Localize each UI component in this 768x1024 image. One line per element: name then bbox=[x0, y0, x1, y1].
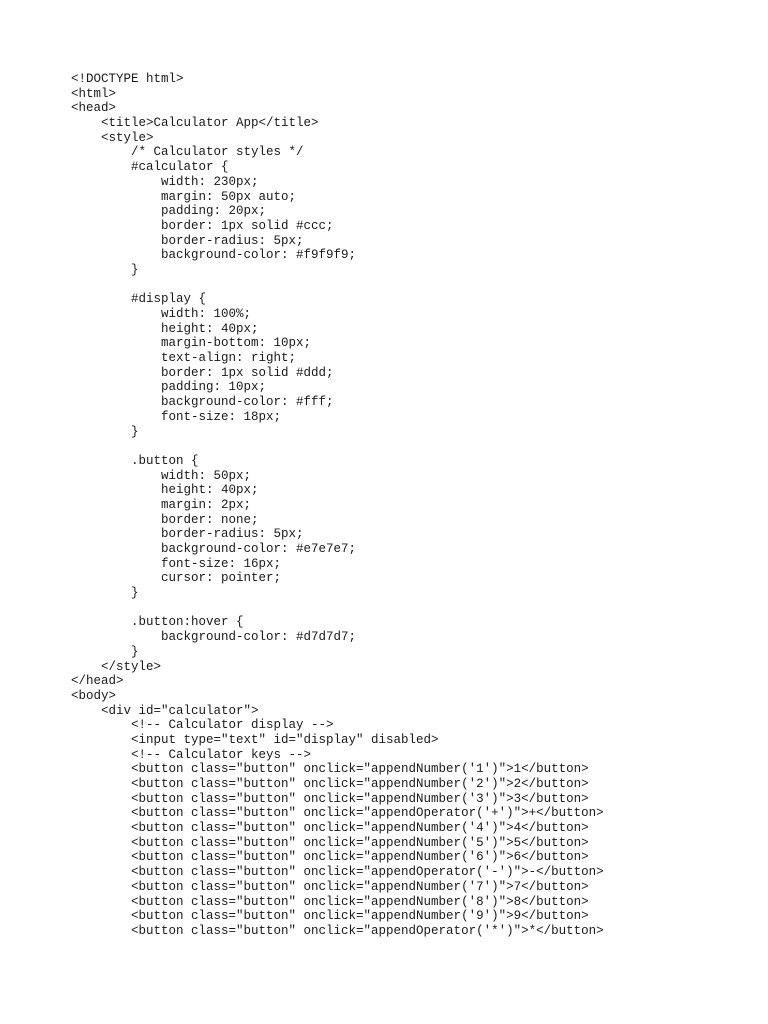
code-line: height: 40px; bbox=[71, 321, 259, 336]
code-line: width: 230px; bbox=[71, 174, 259, 189]
code-line: } bbox=[71, 644, 139, 659]
code-line: border-radius: 5px; bbox=[71, 527, 304, 542]
code-line: <button class="button" onclick="appendOperator('+')">+</button> bbox=[71, 806, 604, 821]
code-line bbox=[71, 278, 748, 293]
code-line: background-color: #fff; bbox=[71, 395, 334, 410]
code-line: <button class="button" onclick="appendNumber('9')">9</button> bbox=[71, 909, 589, 924]
code-line bbox=[71, 601, 748, 616]
code-line: <button class="button" onclick="appendOperator('*')">*</button> bbox=[71, 923, 604, 938]
code-line: /* Calculator styles */ bbox=[71, 145, 304, 160]
code-line: } bbox=[71, 262, 139, 277]
code-line: <button class="button" onclick="appendNumber('6')">6</button> bbox=[71, 850, 589, 865]
code-line: <!-- Calculator keys --> bbox=[71, 747, 312, 762]
code-line: <button class="button" onclick="appendOperator('-')">-</button> bbox=[71, 865, 604, 880]
code-line: border: none; bbox=[71, 512, 259, 527]
code-line: #calculator { bbox=[71, 160, 229, 175]
code-line: <button class="button" onclick="appendNumber('3')">3</button> bbox=[71, 791, 589, 806]
code-line: padding: 10px; bbox=[71, 380, 267, 395]
code-line: font-size: 16px; bbox=[71, 556, 282, 571]
code-line: <body> bbox=[71, 688, 117, 703]
code-line: height: 40px; bbox=[71, 483, 259, 498]
code-line: <button class="button" onclick="appendNumber('1')">1</button> bbox=[71, 762, 589, 777]
code-line: } bbox=[71, 424, 139, 439]
code-line: <div id="calculator"> bbox=[71, 703, 259, 718]
code-line: font-size: 18px; bbox=[71, 409, 282, 424]
code-line: <html> bbox=[71, 86, 117, 101]
code-line: margin: 50px auto; bbox=[71, 189, 297, 204]
code-line: cursor: pointer; bbox=[71, 571, 282, 586]
code-line: padding: 20px; bbox=[71, 204, 267, 219]
code-line: <style> bbox=[71, 130, 154, 145]
code-line bbox=[71, 439, 748, 454]
code-line: <input type="text" id="display" disabled> bbox=[71, 732, 439, 747]
code-line: <title>Calculator App</title> bbox=[71, 116, 319, 131]
code-line: <button class="button" onclick="appendNumber('8')">8</button> bbox=[71, 894, 589, 909]
code-line: <button class="button" onclick="appendNumber('2')">2</button> bbox=[71, 777, 589, 791]
code-listing bbox=[71, 72, 748, 939]
code-line: background-color: #f9f9f9; bbox=[71, 248, 357, 263]
code-line: border-radius: 5px; bbox=[71, 233, 304, 248]
code-line: background-color: #e7e7e7; bbox=[71, 542, 357, 556]
code-line: margin-bottom: 10px; bbox=[71, 336, 312, 351]
code-line: <button class="button" onclick="appendNumber('5')">5</button> bbox=[71, 835, 589, 850]
code-line: .button:hover { bbox=[71, 615, 244, 630]
code-line: text-align: right; bbox=[71, 351, 297, 366]
code-line: margin: 2px; bbox=[71, 497, 252, 512]
code-line: <button class="button" onclick="appendNumber('4')">4</button> bbox=[71, 821, 589, 836]
code-line: </head> bbox=[71, 674, 124, 689]
code-line: width: 100%; bbox=[71, 307, 252, 321]
code-line: <!DOCTYPE html> bbox=[71, 72, 184, 86]
code-line: width: 50px; bbox=[71, 468, 252, 483]
code-line: border: 1px solid #ccc; bbox=[71, 218, 334, 233]
code-line: } bbox=[71, 586, 139, 601]
code-line: background-color: #d7d7d7; bbox=[71, 630, 357, 645]
code-line: <!-- Calculator display --> bbox=[71, 718, 334, 733]
code-line: #display { bbox=[71, 292, 207, 307]
code-line: border: 1px solid #ddd; bbox=[71, 365, 334, 380]
code-line: </style> bbox=[71, 659, 162, 674]
code-line: <button class="button" onclick="appendNumber('7')">7</button> bbox=[71, 879, 589, 894]
code-line: .button { bbox=[71, 453, 199, 468]
code-line: <head> bbox=[71, 101, 117, 116]
